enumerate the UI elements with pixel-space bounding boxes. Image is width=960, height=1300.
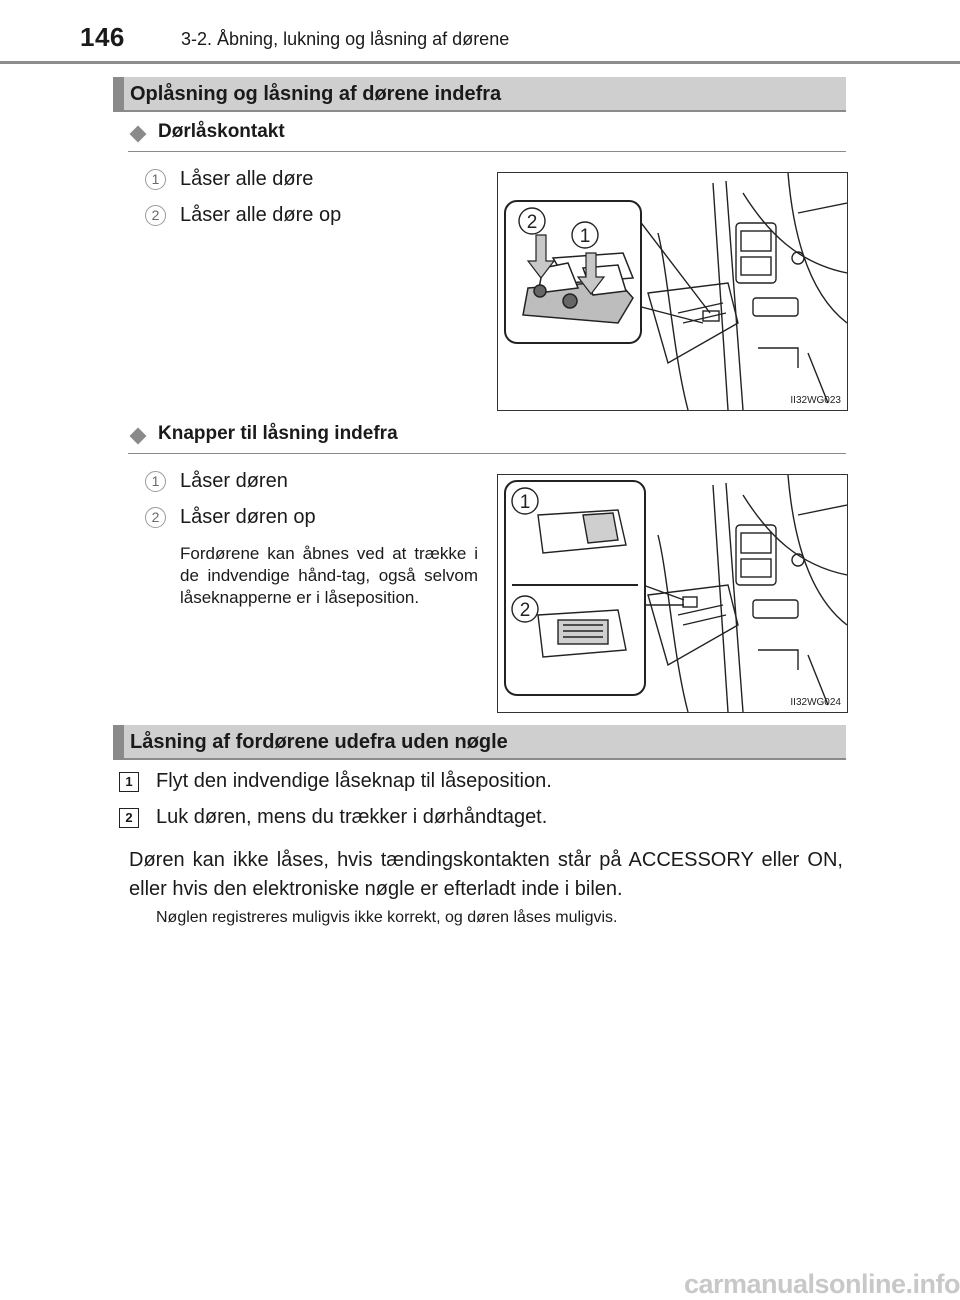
item-text-lock-all: Låser alle døre — [180, 168, 314, 190]
item-text-unlock-door: Låser døren op — [180, 506, 316, 528]
chapter-title: 3-2. Åbning, lukning og låsning af dørene — [181, 29, 510, 49]
diamond-bullet-icon — [130, 428, 147, 445]
section-accent — [113, 725, 124, 758]
callout-2: 2 — [519, 600, 531, 621]
subheading-door-lock-switch — [128, 121, 846, 152]
section-title: Låsning af fordørene udefra uden nøgle — [130, 731, 508, 753]
section-header-unlock-lock-inside — [113, 77, 846, 112]
door-lock-switch-illustration — [498, 173, 847, 410]
body-paragraph: Døren kan ikke låses, hvis tændingskontakten står på ACCESSORY eller ON, eller hvis den elektroniske nøgle er efterladt inde i bilen. — [129, 849, 843, 900]
subheading-title: Dørlåskontakt — [158, 121, 285, 142]
figure-code: II32WG023 — [790, 395, 841, 406]
note-front-doors: Fordørene kan åbnes ved at trække i de indvendige hånd-tag, også selvom låseknapperne er i låseposition. — [180, 544, 478, 607]
callout-1: 1 — [519, 492, 531, 513]
section-accent — [113, 77, 124, 110]
subheading-inside-lock-buttons — [128, 423, 846, 454]
figure-code: II32WG024 — [790, 697, 841, 708]
header-rule — [0, 61, 960, 64]
item-number-1: 1 — [145, 169, 166, 190]
diamond-bullet-icon — [130, 126, 147, 143]
figure-door-lock-switch — [497, 172, 848, 411]
callout-1: 1 — [579, 226, 591, 247]
section-title: Oplåsning og låsning af dørene indefra — [130, 83, 502, 105]
item-number-2: 2 — [145, 507, 166, 528]
page-number: 146 — [80, 22, 125, 52]
item-text-unlock-all: Låser alle døre op — [180, 204, 342, 226]
step-text-1: Flyt den indvendige låseknap til låseposition. — [156, 770, 552, 792]
item-number-1: 1 — [145, 471, 166, 492]
step-number-1: 1 — [119, 772, 139, 792]
section-header-lock-without-key — [113, 725, 846, 760]
step-text-2: Luk døren, mens du trækker i dørhåndtaget. — [156, 806, 548, 828]
subheading-title: Knapper til låsning indefra — [158, 423, 398, 444]
figure-inside-lock-button — [497, 474, 848, 713]
item-text-lock-door: Låser døren — [180, 470, 288, 492]
small-note: Nøglen registreres muligvis ikke korrekt, og døren låses muligvis. — [156, 909, 618, 926]
callout-2: 2 — [526, 212, 538, 233]
watermark: carmanualsonline.info — [683, 1269, 960, 1299]
item-number-2: 2 — [145, 205, 166, 226]
inside-lock-button-illustration — [498, 475, 847, 712]
step-number-2: 2 — [119, 808, 139, 828]
